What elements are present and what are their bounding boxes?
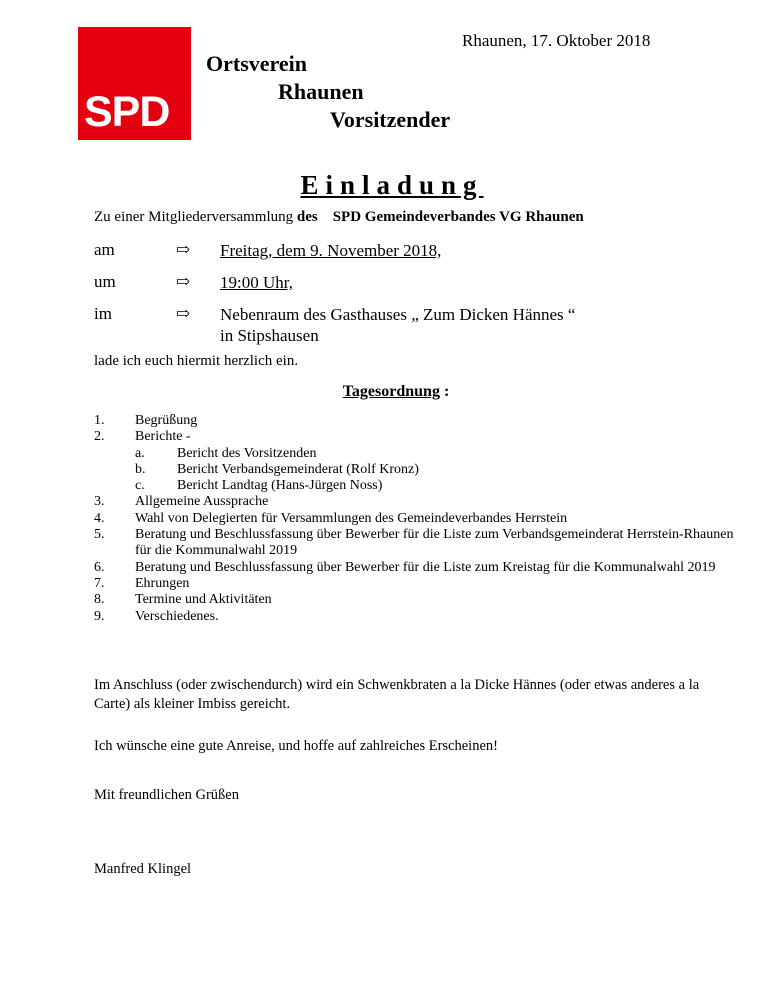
agenda-colon: : <box>439 383 450 400</box>
intro-org: SPD Gemeindeverbandes VG Rhaunen <box>332 209 584 225</box>
place-label: im <box>94 304 112 323</box>
letter-date: Rhaunen, 17. Oktober 2018 <box>462 31 651 50</box>
logo-text: SPD <box>84 88 170 136</box>
place-value <box>220 304 575 346</box>
list-item: 4. Wahl von Delegierten für Versammlungen des Gemeindeverbandes Herrstein <box>94 510 568 526</box>
invite-line: lade ich euch hiermit herzlich ein. <box>94 353 299 369</box>
intro-prefix: Zu einer Mitgliederversammlung <box>94 209 297 225</box>
intro-line <box>94 209 584 226</box>
arrow-icon: ⇨ <box>176 240 191 259</box>
agenda-heading <box>0 383 772 401</box>
org-line-1: Ortsverein <box>206 51 308 76</box>
arrow-icon: ⇨ <box>176 272 191 291</box>
time-label: um <box>94 272 116 291</box>
intro-des: des <box>296 209 318 225</box>
signature: Manfred Klingel <box>94 861 192 877</box>
sub-list-item: b. Bericht Verbandsgemeinderat (Rolf Kronz) <box>135 461 419 477</box>
list-item: 3. Allgemeine Aussprache <box>94 494 269 510</box>
spd-logo <box>78 27 191 140</box>
list-item: 7. Ehrungen <box>94 575 190 591</box>
agenda-title: Tagesordnung <box>342 383 440 400</box>
place-line-1: Nebenraum des Gasthauses „ Zum Dicken Hännes “ <box>220 305 576 324</box>
org-line-3: Vorsitzender <box>330 107 451 132</box>
time-value: 19:00 Uhr, <box>220 273 293 292</box>
list-item: 5. Beratung und Beschlussfassung über Bewerber für die Liste zum Verbandsgemeinderat Herrstein-Rhaunen für die Kommunalwahl 2019 <box>94 527 734 559</box>
list-item: 8. Termine und Aktivitäten <box>94 592 272 608</box>
place-line-2: in Stipshausen <box>220 326 319 345</box>
date-label: am <box>94 240 115 259</box>
date-value: Freitag, dem 9. November 2018, <box>220 241 442 260</box>
org-line-2: Rhaunen <box>278 79 364 104</box>
arrow-icon: ⇨ <box>176 304 191 323</box>
agenda-list <box>94 413 734 625</box>
list-item: 9. Verschiedenes. <box>94 608 219 624</box>
sub-list-item: a. Bericht des Vorsitzenden <box>135 445 317 461</box>
food-paragraph: Im Anschluss (oder zwischendurch) wird ein Schwenkbraten a la Dicke Hännes (oder etwas anderes a la Carte) als kleiner Imbiss gereicht. <box>94 677 700 712</box>
list-item: 2. Berichte - <box>94 429 191 445</box>
list-item: 6. Beratung und Beschlussfassung über Bewerber für die Liste zum Kreistag für die Kommunalwahl 2019 <box>94 559 716 575</box>
greeting: Mit freundlichen Grüßen <box>94 787 239 803</box>
document-title: Einladung <box>300 170 484 200</box>
sub-list-item: c. Bericht Landtag (Hans-Jürgen Noss) <box>135 478 383 494</box>
list-item: 1. Begrüßung <box>94 413 198 428</box>
intro-spacer <box>318 209 333 225</box>
wish-paragraph: Ich wünsche eine gute Anreise, und hoffe auf zahlreiches Erscheinen! <box>94 738 498 754</box>
